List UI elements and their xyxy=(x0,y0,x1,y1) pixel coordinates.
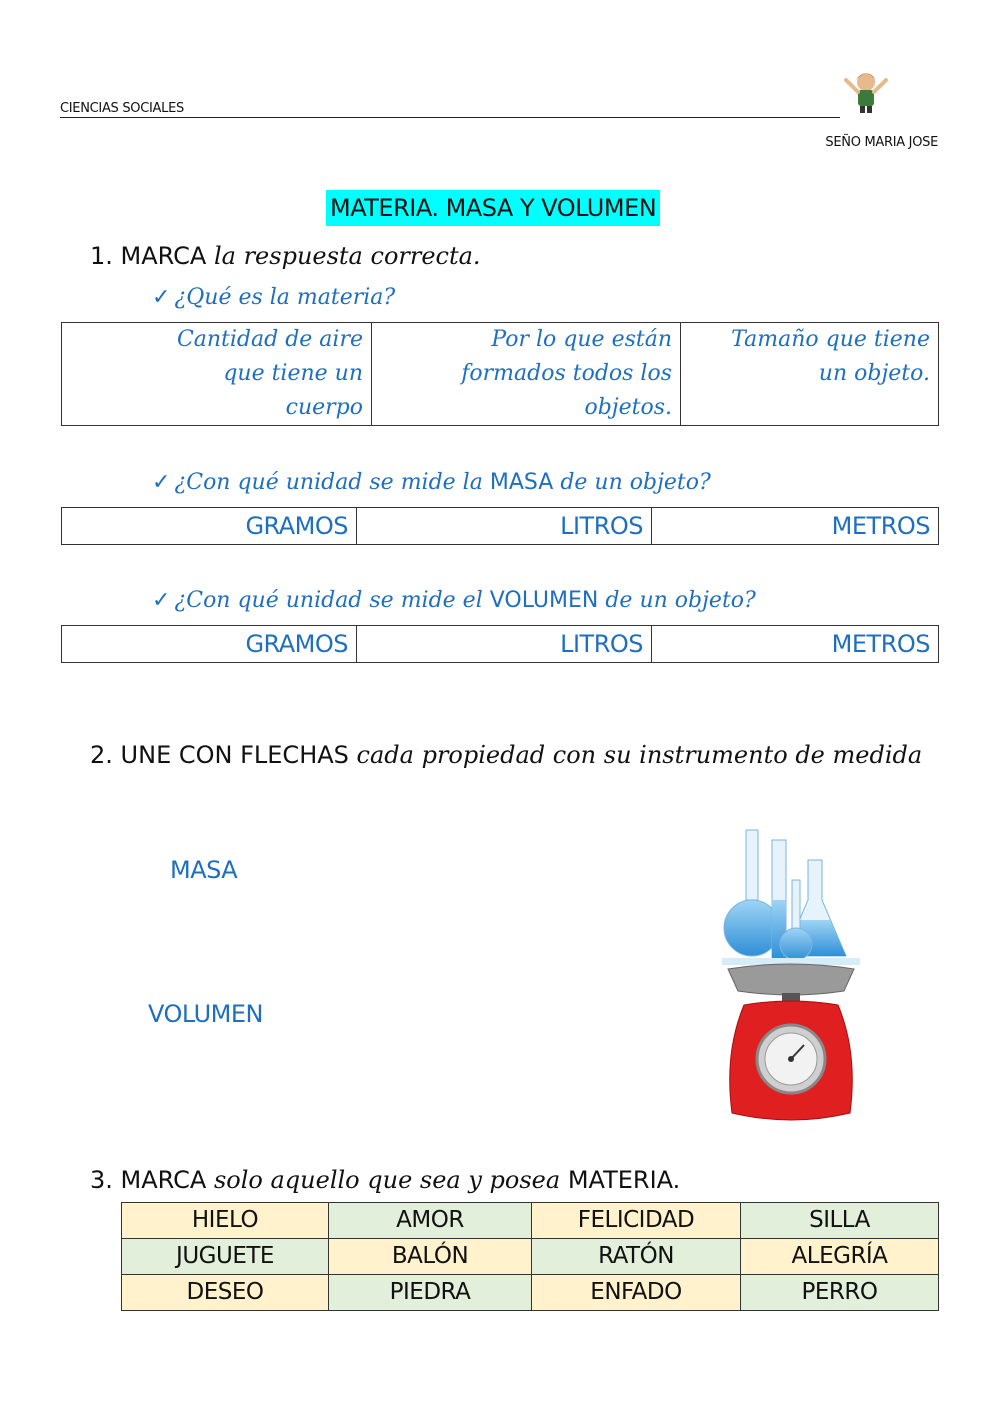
word-cell[interactable]: BALÓN xyxy=(329,1239,532,1275)
masa-unit-table xyxy=(61,507,939,545)
option-line: un objeto. xyxy=(818,361,930,386)
checkmark-icon: ✓ xyxy=(152,285,171,310)
option-line: cuerpo xyxy=(285,395,363,420)
subquestion-2 xyxy=(152,470,711,495)
word-cell[interactable]: AMOR xyxy=(329,1203,532,1239)
checkmark-icon: ✓ xyxy=(152,470,171,495)
teacher-label: SEÑO MARIA JOSE xyxy=(825,135,938,150)
word-cell[interactable]: ALEGRÍA xyxy=(741,1239,939,1275)
question-3-number: 3. xyxy=(90,1166,113,1194)
question-1-text: la respuesta correcta. xyxy=(213,242,481,270)
subquestion-3-caps: VOLUMEN xyxy=(489,588,599,613)
unit-option-litros[interactable]: LITROS xyxy=(357,626,652,663)
word-cell[interactable]: JUGUETE xyxy=(122,1239,329,1275)
word-cell[interactable]: PERRO xyxy=(741,1275,939,1311)
option-line: formados todos los xyxy=(461,361,672,386)
subquestion-2-post: de un objeto? xyxy=(560,470,711,495)
question-2-text: cada propiedad con su instrumento de medida xyxy=(356,741,923,769)
checkmark-icon: ✓ xyxy=(152,588,171,613)
property-volumen[interactable]: VOLUMEN xyxy=(148,1000,263,1028)
materia-options-table xyxy=(61,322,939,426)
word-cell[interactable]: FELICIDAD xyxy=(532,1203,741,1239)
page-title: MATERIA. MASA Y VOLUMEN xyxy=(326,190,660,226)
question-3-text: solo aquello que sea y posea xyxy=(213,1166,561,1194)
unit-option-metros[interactable]: METROS xyxy=(652,508,939,545)
unit-option-gramos[interactable]: GRAMOS xyxy=(62,626,357,663)
question-3-caps-end: MATERIA. xyxy=(567,1166,681,1194)
word-cell[interactable]: PIEDRA xyxy=(329,1275,532,1311)
subquestion-3-pre: ¿Con qué unidad se mide el xyxy=(174,588,483,613)
unit-option-litros[interactable]: LITROS xyxy=(357,508,652,545)
question-2-number: 2. xyxy=(90,741,113,769)
glassware-image[interactable] xyxy=(722,820,860,965)
subquestion-2-caps: MASA xyxy=(489,470,554,495)
scale-image[interactable] xyxy=(724,963,858,1128)
question-1-number: 1. xyxy=(90,242,113,270)
subject-label: CIENCIAS SOCIALES xyxy=(60,101,184,116)
subquestion-2-pre: ¿Con qué unidad se mide la xyxy=(174,470,483,495)
word-cell[interactable]: DESEO xyxy=(122,1275,329,1311)
header-divider xyxy=(60,117,840,118)
property-masa[interactable]: MASA xyxy=(170,856,238,884)
word-cell[interactable]: HIELO xyxy=(122,1203,329,1239)
question-3-caps: MARCA xyxy=(120,1166,207,1194)
word-cell[interactable]: RATÓN xyxy=(532,1239,741,1275)
question-1 xyxy=(90,242,481,270)
option-line: Tamaño que tiene xyxy=(731,327,930,352)
word-cell[interactable]: ENFADO xyxy=(532,1275,741,1311)
subquestion-1 xyxy=(152,285,395,310)
word-cell[interactable]: SILLA xyxy=(741,1203,939,1239)
option-line: Cantidad de aire xyxy=(176,327,363,352)
question-2-caps: UNE CON FLECHAS xyxy=(120,741,349,769)
question-3 xyxy=(90,1166,680,1194)
option-line: Por lo que están xyxy=(491,327,672,352)
materia-words-table xyxy=(121,1202,939,1311)
volumen-unit-table xyxy=(61,625,939,663)
subquestion-3-post: de un objeto? xyxy=(605,588,756,613)
option-line: que tiene un xyxy=(223,361,363,386)
option-line: objetos. xyxy=(584,395,672,420)
option-cell[interactable] xyxy=(372,323,681,426)
unit-option-metros[interactable]: METROS xyxy=(652,626,939,663)
subquestion-1-text: ¿Qué es la materia? xyxy=(174,285,396,310)
subquestion-3 xyxy=(152,588,756,613)
option-cell[interactable] xyxy=(681,323,939,426)
question-2 xyxy=(90,736,940,774)
question-1-caps: MARCA xyxy=(120,242,207,270)
teacher-avatar-icon xyxy=(842,68,890,114)
option-cell[interactable] xyxy=(62,323,372,426)
unit-option-gramos[interactable]: GRAMOS xyxy=(62,508,357,545)
